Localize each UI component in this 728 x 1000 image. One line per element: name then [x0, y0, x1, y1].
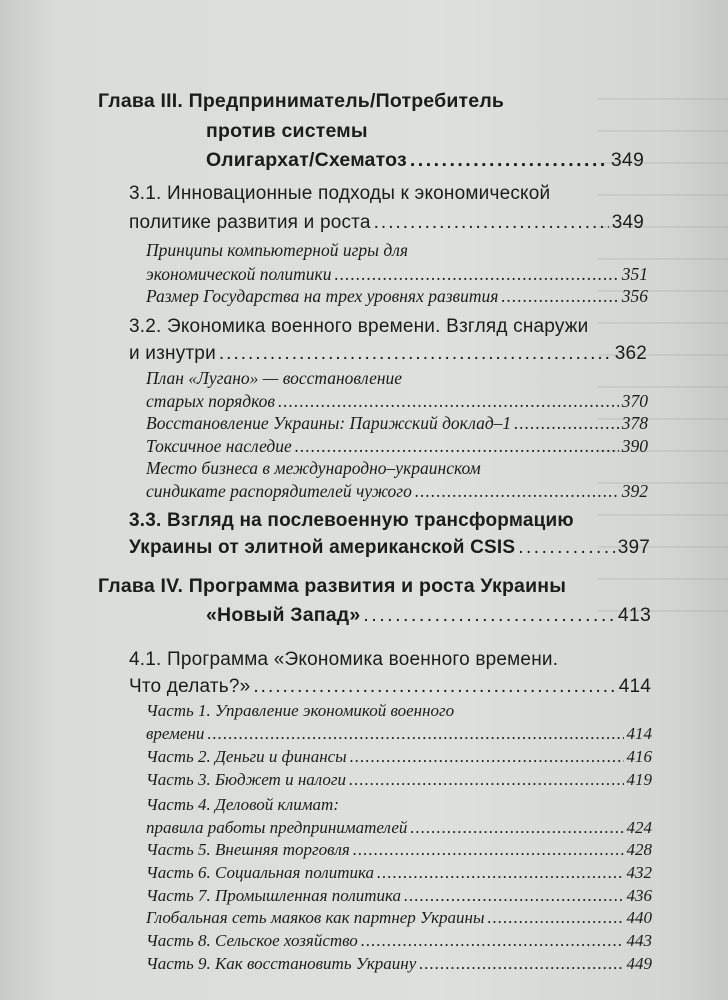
page-number: 349 — [610, 149, 644, 171]
entry-title: Восстановление Украины: Парижский доклад–1 — [146, 413, 512, 433]
chapter-4-title-line-2: «Новый Запад» — [206, 604, 361, 626]
page-number: 414 — [618, 676, 651, 697]
page-number: 413 — [617, 604, 651, 626]
entry-title: Часть 2. Деньги и финансы — [146, 747, 347, 766]
entry-title: Глобальная сеть маяков как партнер Украины — [146, 908, 485, 927]
entry-title: старых порядков — [146, 391, 275, 411]
entry-title: Часть 5. Внешняя торговля — [146, 840, 350, 859]
section-3-1-line-2[interactable] — [129, 212, 644, 234]
section-3-2-title-line-1: 3.2. Экономика военного времени. Взгляд снаружи — [129, 316, 589, 337]
section-4-1-line-1 — [129, 649, 558, 671]
entry-title: экономической политики — [146, 264, 332, 284]
chapter-4-line-1 — [98, 575, 566, 598]
leader-dots — [487, 908, 623, 928]
chapter-3-line-2 — [206, 120, 368, 143]
leader-dots — [349, 770, 623, 790]
page-number: 356 — [621, 286, 648, 306]
page-number: 449 — [626, 954, 652, 973]
toc-entry-line-1 — [146, 458, 481, 479]
entry-title: Часть 6. Социальная политика — [146, 863, 375, 882]
leader-dots — [518, 537, 614, 559]
page-number: 440 — [626, 908, 652, 927]
entry-title: Принципы компьютерной игры для — [146, 240, 409, 260]
chapter-3-title-line-1: Предприниматель/Потребитель — [188, 90, 505, 112]
leader-dots — [278, 391, 619, 412]
chapter-4-line-2[interactable] — [206, 604, 651, 627]
part-entry[interactable] — [146, 908, 652, 928]
part-entry[interactable] — [146, 747, 652, 767]
leader-dots — [361, 931, 624, 951]
leader-dots — [410, 818, 623, 838]
toc-entry-line-1 — [146, 240, 408, 261]
leader-dots — [419, 954, 623, 974]
part-entry[interactable] — [146, 770, 652, 790]
section-3-1-line-1 — [129, 183, 550, 205]
entry-title: План «Лугано» — восстановление — [146, 368, 403, 388]
part-entry-line-1 — [146, 701, 454, 721]
leader-dots — [514, 413, 619, 434]
entry-title: времени — [146, 724, 205, 743]
entry-title: Токсичное наследие — [146, 436, 292, 456]
leader-dots — [377, 863, 623, 883]
leader-dots — [207, 724, 623, 744]
toc-entry[interactable] — [146, 286, 648, 307]
part-entry[interactable] — [146, 840, 652, 860]
page-number: 351 — [621, 264, 648, 284]
entry-title: Часть 8. Сельское хозяйство — [146, 931, 358, 950]
section-3-3-line-1 — [129, 510, 574, 532]
entry-title: Место бизнеса в международно–украинском — [146, 458, 481, 478]
section-3-3-title-line-1: 3.3. Взгляд на послевоенную трансформацию — [129, 510, 574, 531]
page-number: 414 — [626, 724, 652, 743]
entry-title: Часть 3. Бюджет и налоги — [146, 770, 347, 789]
section-3-3-line-2[interactable] — [129, 537, 650, 559]
part-entry[interactable] — [146, 724, 652, 744]
chapter-3-label: Глава III. — [98, 90, 183, 112]
page-number: 428 — [626, 840, 652, 859]
part-entry[interactable] — [146, 954, 652, 974]
leader-dots — [374, 212, 609, 234]
section-4-1-title-line-2: Что делать?» — [129, 676, 251, 697]
page-number: 397 — [617, 537, 650, 558]
page-number: 443 — [626, 931, 652, 950]
page-number: 370 — [621, 391, 648, 411]
page-number: 424 — [626, 818, 652, 837]
chapter-3-line-1 — [98, 90, 504, 113]
entry-title: Часть 1. Управление экономикой военного — [146, 701, 455, 720]
section-3-2-title-line-2: и изнутри — [129, 343, 216, 364]
section-3-1-title-line-1: 3.1. Инновационные подходы к экономической — [129, 183, 551, 204]
leader-dots — [335, 264, 619, 285]
part-entry-line-1 — [146, 795, 339, 815]
chapter-4-title-line-1: Программа развития и роста Украины — [188, 575, 567, 597]
toc-entry[interactable] — [146, 436, 648, 457]
leader-dots — [295, 436, 619, 457]
page-number: 416 — [626, 747, 652, 766]
entry-title: Часть 9. Как восстановить Украину — [146, 954, 417, 973]
page-number: 378 — [621, 413, 648, 433]
page-number: 392 — [621, 481, 648, 501]
toc-entry[interactable] — [146, 264, 648, 285]
section-3-2-line-1 — [129, 316, 588, 338]
entry-title: Размер Государства на трех уровнях развития — [146, 286, 499, 306]
section-3-1-title-line-2: политике развития и роста — [129, 212, 371, 233]
section-3-3-title-line-2: Украины от элитной американской CSIS — [129, 537, 516, 558]
entry-title: Часть 4. Деловой климат: — [146, 795, 339, 814]
page-number: 436 — [626, 886, 652, 905]
leader-dots — [410, 149, 608, 172]
part-entry[interactable] — [146, 818, 652, 838]
toc-entry[interactable] — [146, 413, 648, 434]
section-3-2-line-2[interactable] — [129, 343, 647, 365]
page-number: 349 — [611, 212, 644, 233]
part-entry[interactable] — [146, 931, 652, 951]
page-number: 390 — [621, 436, 648, 456]
leader-dots — [363, 604, 614, 627]
chapter-3-line-3[interactable] — [206, 149, 644, 172]
entry-title: Часть 7. Промышленная политика — [146, 886, 402, 905]
leader-dots — [501, 286, 618, 307]
leader-dots — [415, 481, 619, 502]
chapter-3-title-line-2: против системы — [206, 120, 368, 142]
chapter-4-label: Глава IV. — [98, 575, 184, 597]
entry-title: синдикате распорядителей чужого — [146, 481, 412, 501]
page-number: 362 — [614, 343, 647, 364]
part-entry[interactable] — [146, 863, 652, 883]
part-entry[interactable] — [146, 886, 652, 906]
page-number: 419 — [626, 770, 652, 789]
leader-dots — [353, 840, 624, 860]
section-4-1-line-2[interactable] — [129, 676, 651, 698]
page-number: 432 — [626, 863, 652, 882]
toc-entry[interactable] — [146, 481, 648, 502]
chapter-3-title-line-3: Олигархат/Схематоз — [206, 149, 407, 171]
entry-title: правила работы предпринимателей — [146, 818, 408, 837]
section-4-1-title-line-1: 4.1. Программа «Экономика военного времени. — [129, 649, 559, 670]
leader-dots — [219, 343, 612, 365]
toc-entry-line-1 — [146, 368, 402, 389]
toc-entry[interactable] — [146, 391, 648, 412]
leader-dots — [404, 886, 623, 906]
leader-dots — [350, 747, 624, 767]
leader-dots — [253, 676, 615, 698]
